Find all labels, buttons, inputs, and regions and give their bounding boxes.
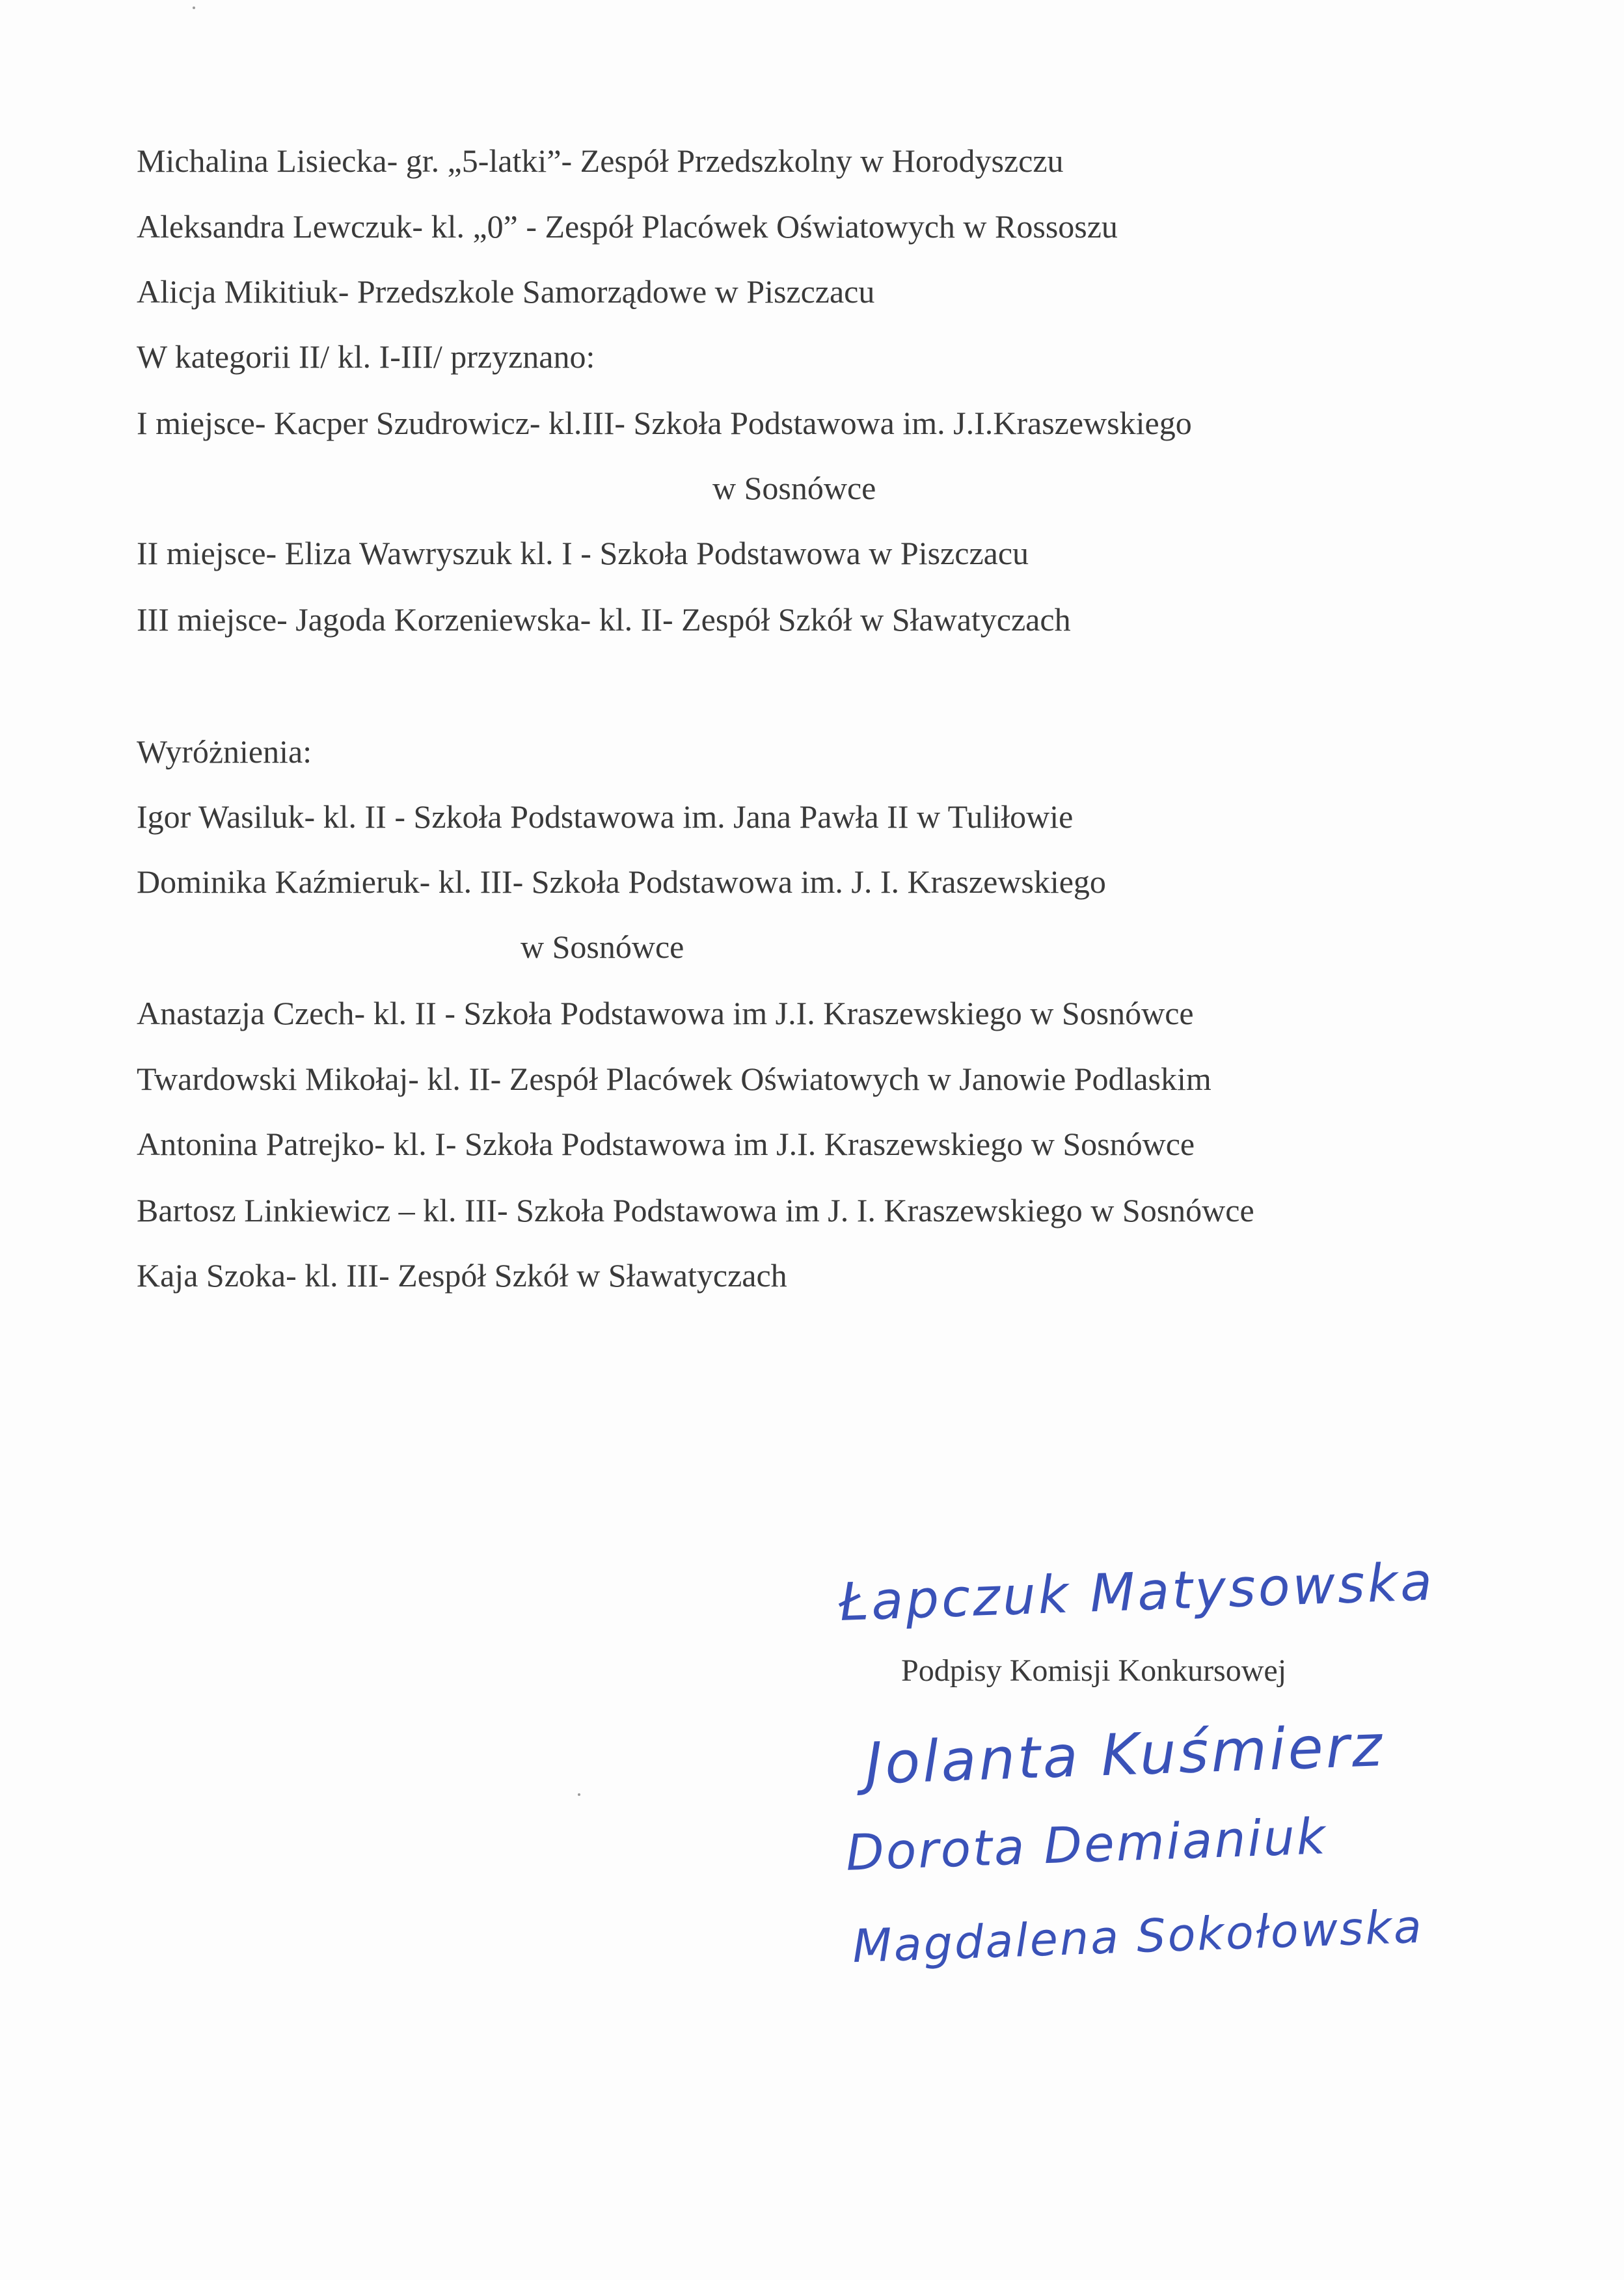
signature-3: Dorota Demianiuk [845,1807,1329,1882]
distinction-line-2-location: w Sosnówce [521,929,684,965]
distinction-line-2: Dominika Kaźmieruk- kl. III- Szkoła Podstawowa im. J. I. Kraszewskiego [137,863,1106,900]
distinction-line-4: Twardowski Mikołaj- kl. II- Zespół Placówek Oświatowych w Janowie Podlaskim [137,1061,1211,1097]
distinction-line-3: Anastazja Czech- kl. II - Szkoła Podstawowa im J.I. Kraszewskiego w Sosnówce [137,995,1194,1031]
signature-4: Magdalena Sokołowska [851,1899,1424,1974]
scan-speck [578,1793,580,1796]
signature-2: Jolanta Kuśmierz [864,1712,1386,1797]
second-place-line: II miejsce- Eliza Wawryszuk kl. I - Szkoła Podstawowa w Piszczacu [137,535,1029,571]
text-line-1: Michalina Lisiecka- gr. „5-latki”- Zespół Przedszkolny w Horodyszczu [137,142,1064,179]
distinction-line-1: Igor Wasiluk- kl. II - Szkoła Podstawowa im. Jana Pawła II w Tuliłowie [137,798,1074,835]
distinctions-heading: Wyróżnienia: [137,733,312,770]
scan-speck [193,7,195,9]
distinction-line-6: Bartosz Linkiewicz – kl. III- Szkoła Podstawowa im J. I. Kraszewskiego w Sosnówce [137,1192,1254,1228]
text-line-2: Aleksandra Lewczuk- kl. „0” - Zespół Placówek Oświatowych w Rossoszu [137,208,1118,245]
signature-1: Łapczuk Matysowska [838,1551,1436,1633]
distinction-line-7: Kaja Szoka- kl. III- Zespół Szkół w Sławatyczach [137,1257,787,1294]
category-heading: W kategorii II/ kl. I-III/ przyznano: [137,338,595,375]
first-place-line: I miejsce- Kacper Szudrowicz- kl.III- Szkoła Podstawowa im. J.I.Kraszewskiego [137,405,1192,441]
text-line-3: Alicja Mikitiuk- Przedszkole Samorządowe w Piszczacu [137,273,875,310]
signatures-caption: Podpisy Komisji Konkursowej [901,1653,1287,1688]
first-place-location: w Sosnówce [712,470,876,506]
distinction-line-5: Antonina Patrejko- kl. I- Szkoła Podstawowa im J.I. Kraszewskiego w Sosnówce [137,1126,1195,1162]
third-place-line: III miejsce- Jagoda Korzeniewska- kl. II- Zespół Szkół w Sławatyczach [137,601,1071,638]
